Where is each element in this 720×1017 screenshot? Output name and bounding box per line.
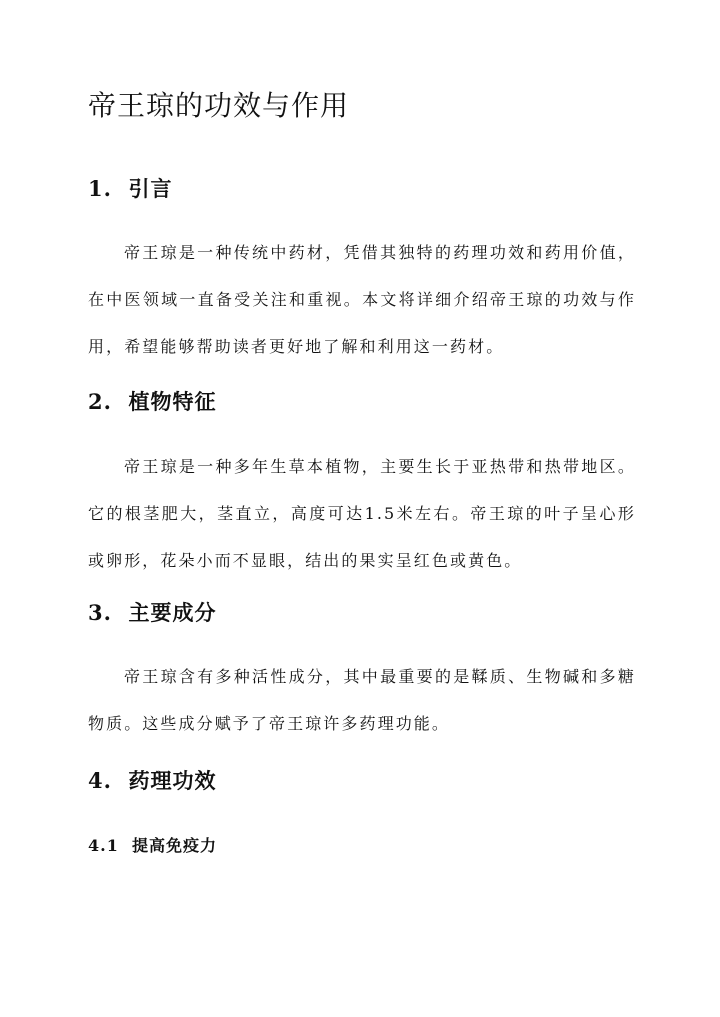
subsection-heading-immunity: 4.1 提高免疫力: [88, 836, 217, 855]
section-heading-plant-features: 2. 植物特征: [88, 389, 217, 414]
section-heading-pharmacology: 4. 药理功效: [88, 768, 217, 793]
section-body-main-components: 帝王琼含有多种活性成分，其中最重要的是鞣质、生物碱和多糖物质。这些成分赋予了帝王琼许多药理功能。: [88, 667, 636, 733]
page-title: 帝王琼的功效与作用: [88, 89, 350, 122]
section-body-intro: 帝王琼是一种传统中药材，凭借其独特的药理功效和药用价值，在中医领域一直备受关注和重视。本文将详细介绍帝王琼的功效与作用，希望能够帮助读者更好地了解和利用这一药材。: [88, 243, 636, 356]
section-heading-intro: 1. 引言: [88, 176, 173, 201]
section-body-plant-features: 帝王琼是一种多年生草本植物，主要生长于亚热带和热带地区。它的根茎肥大，茎直立，高度可达1.5米左右。帝王琼的叶子呈心形或卵形，花朵小而不显眼，结出的果实呈红色或黄色。: [88, 457, 636, 570]
section-heading-main-components: 3. 主要成分: [88, 600, 217, 625]
